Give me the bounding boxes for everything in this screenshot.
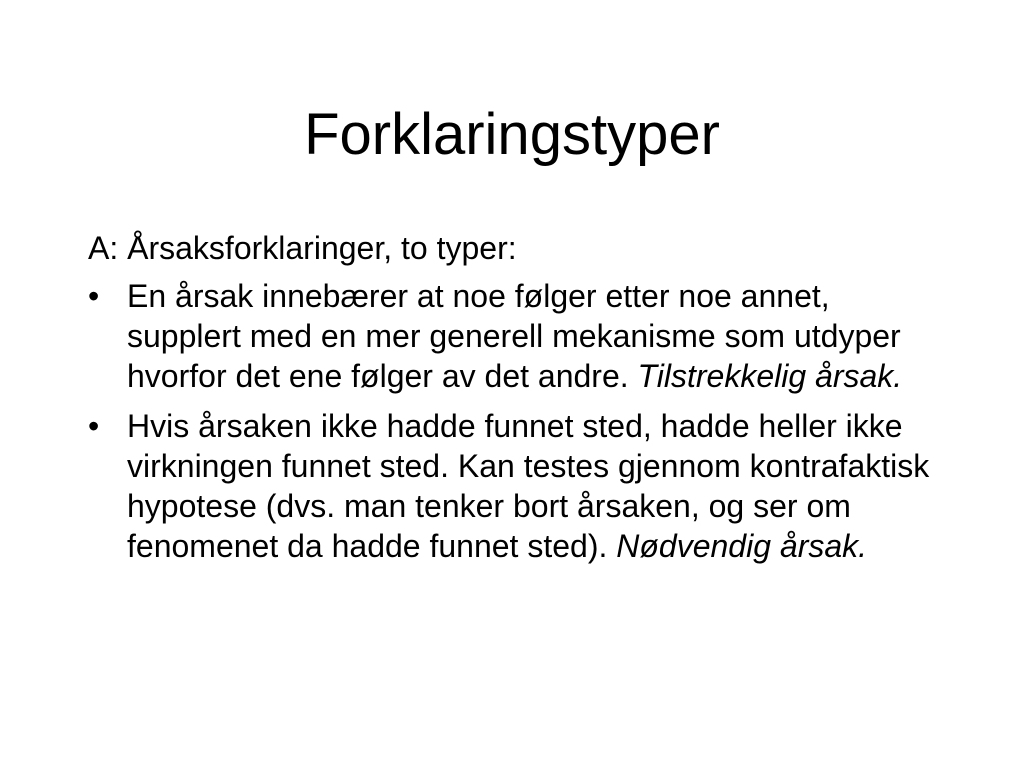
- bullet-text: Hvis årsaken ikke hadde funnet sted, hadde heller ikke virkningen funnet sted. Kan testes gjennom kontrafaktisk hypotese (dvs. man tenker bort årsaken, og ser om fenomenet da hadde funnet sted).: [127, 408, 930, 564]
- bullet-emphasis: Nødvendig årsak.: [616, 528, 868, 564]
- bullet-emphasis: Tilstrekkelig årsak.: [637, 358, 903, 394]
- bullet-marker: •: [88, 408, 100, 444]
- bullet-text: En årsak innebærer at noe følger etter noe annet, supplert med en mer generell mekanisme som utdyper hvorfor det ene følger av det andre.: [127, 278, 901, 394]
- bullet-item-1: [88, 276, 948, 396]
- bullet-marker: •: [88, 278, 100, 314]
- slide-body: [88, 228, 948, 576]
- bullet-item-2: [88, 406, 948, 566]
- slide-title: Forklaringstyper: [304, 102, 720, 167]
- intro-text: A: Årsaksforklaringer, to typer:: [88, 230, 517, 266]
